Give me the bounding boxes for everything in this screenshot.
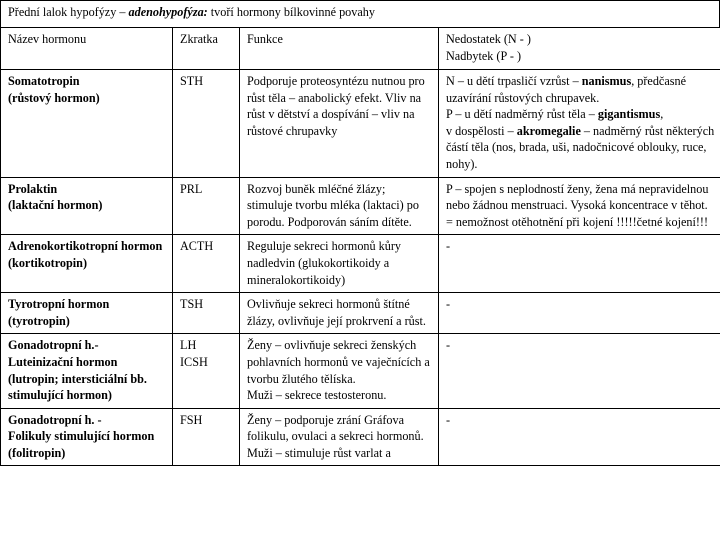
deficit-text: - [446, 239, 451, 254]
hormone-function: Ovlivňuje sekreci hormonů štítné žlázy, ovlivňuje její prokrvení a růst. [240, 293, 439, 334]
col-header-deficit: Nedostatek (N - ) Nadbytek (P - ) [439, 28, 720, 70]
deficit-text: , v dospělosti – [446, 107, 664, 138]
table-row [1, 177, 720, 235]
hormone-deficit-excess [439, 177, 720, 235]
hormone-table [0, 27, 720, 466]
hormone-name: Adrenokortikotropní hormon (kortikotropin) [1, 235, 173, 293]
hormone-function: Podporuje proteosyntézu nutnou pro růst těla – anabolický efekt. Vliv na růst v dětství a dospívání – vliv na růstové chrupavky [240, 70, 439, 178]
disease-term: nanismus [581, 74, 632, 88]
hormone-name: Prolaktin (laktační hormon) [1, 177, 173, 235]
title-prefix: Přední lalok hypofýzy – [8, 5, 129, 19]
title-italic: adenohypofýza: [128, 5, 208, 19]
deficit-text: – nadměrný růst některých částí těla (nos, brada, uši, nadočnicové oblouky, ruce, nohy). [446, 123, 715, 171]
hormone-abbr: FSH [173, 408, 240, 466]
hormone-abbr: LH ICSH [173, 334, 240, 408]
hormone-function: Ženy – podporuje zrání Gráfova folikulu, ovulaci a sekreci hormonů. Muži – stimuluje růst varlat a [240, 408, 439, 466]
table-row [1, 334, 720, 408]
hormone-abbr: STH [173, 70, 240, 178]
deficit-text: , předčasné uzavírání růstových chrupavek. P – u dětí nadměrný růst těla – [446, 74, 687, 122]
hormone-function: Ženy – ovlivňuje sekreci ženských pohlavních hormonů ve vaječnících a tvorbu žlutého tělíska. Muži – sekrece testosteronu. [240, 334, 439, 408]
deficit-text: - [446, 297, 451, 312]
table-header-row [1, 28, 720, 70]
hormone-name: Somatotropin (růstový hormon) [1, 70, 173, 178]
table-row [1, 408, 720, 466]
disease-term: gigantismus [597, 107, 661, 122]
col-header-name: Název hormonu [1, 28, 173, 70]
table-row [1, 70, 720, 178]
hormone-abbr: PRL [173, 177, 240, 235]
col-header-abbr: Zkratka [173, 28, 240, 70]
hormone-deficit-excess [439, 70, 720, 178]
hormone-abbr: ACTH [173, 235, 240, 293]
deficit-text: P – spojen s neplodností ženy, žena má nepravidelnou nebo žádnou menstruaci. Vysoká koncentrace v těhot. = nemožnost otěhotnění při kojení !!!!!četné kojení!!! [446, 181, 709, 229]
hormone-name: Gonadotropní h.- Luteinizační hormon (lutropin; intersticiální bb. stimulující hormon) [1, 334, 173, 408]
hormone-deficit-excess [439, 334, 720, 408]
disease-term: akromegalie [516, 123, 581, 138]
deficit-text: - [446, 338, 451, 353]
hormone-deficit-excess [439, 293, 720, 334]
hormone-function: Rozvoj buněk mléčné žlázy; stimuluje tvorbu mléka (laktaci) po porodu. Podporován sáním dítěte. [240, 177, 439, 235]
deficit-text: - [446, 412, 451, 427]
title-suffix: tvoří hormony bílkovinné povahy [207, 5, 375, 19]
hormone-deficit-excess [439, 235, 720, 293]
deficit-text: N – u dětí trpasličí vzrůst – [446, 74, 582, 88]
hormone-deficit-excess [439, 408, 720, 466]
page-title [0, 0, 720, 28]
hormone-name: Gonadotropní h. - Folikuly stimulující hormon (folitropin) [1, 408, 173, 466]
table-row [1, 235, 720, 293]
table-row [1, 293, 720, 334]
hormone-name: Tyrotropní hormon (tyrotropin) [1, 293, 173, 334]
hormone-function: Reguluje sekreci hormonů kůry nadledvin (glukokortikoidy a mineralokortikoidy) [240, 235, 439, 293]
hormone-abbr: TSH [173, 293, 240, 334]
col-header-function: Funkce [240, 28, 439, 70]
